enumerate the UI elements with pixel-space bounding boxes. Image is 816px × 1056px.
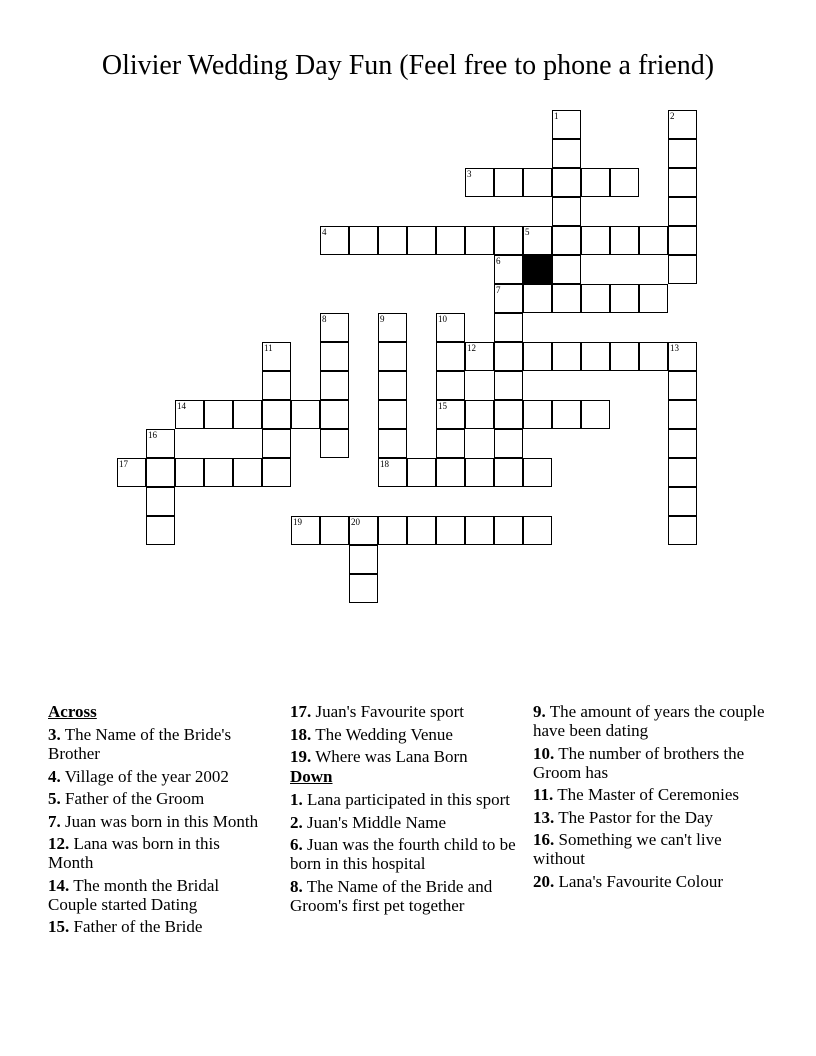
grid-cell[interactable]: [407, 516, 436, 545]
grid-cell[interactable]: [436, 371, 465, 400]
grid-cell[interactable]: [378, 400, 407, 429]
clue-number-label: 18: [380, 459, 389, 469]
grid-cell[interactable]: [523, 400, 552, 429]
grid-cell[interactable]: [378, 429, 407, 458]
clue-down-11: 11. The Master of Ceremonies: [533, 785, 740, 804]
grid-cell[interactable]: [581, 168, 610, 197]
grid-cell[interactable]: [523, 458, 552, 487]
grid-cell[interactable]: [668, 342, 697, 371]
clue-down-9: 9. The amount of years the couple have been dating: [533, 702, 765, 740]
grid-cell[interactable]: [610, 284, 639, 313]
clue-number-label: 17: [119, 459, 128, 469]
grid-cell[interactable]: [610, 168, 639, 197]
clue-across-3: 3. The Name of the Bride's Brother: [48, 725, 232, 763]
grid-cell[interactable]: [465, 458, 494, 487]
clue-number-label: 4: [322, 227, 327, 237]
down-heading: Down: [290, 767, 333, 786]
grid-cell[interactable]: [610, 226, 639, 255]
grid-cell[interactable]: [262, 429, 291, 458]
grid-cell[interactable]: [436, 516, 465, 545]
clue-across-7: 7. Juan was born in this Month: [48, 811, 259, 831]
grid-cell[interactable]: [146, 458, 175, 487]
grid-cell[interactable]: [668, 139, 697, 168]
grid-cell[interactable]: [378, 313, 407, 342]
clue-number-label: 7: [496, 285, 501, 295]
grid-cell[interactable]: [320, 400, 349, 429]
clue-number-label: 1: [554, 111, 559, 121]
grid-cell[interactable]: [146, 516, 175, 545]
grid-cell[interactable]: [494, 516, 523, 545]
grid-cell[interactable]: [552, 226, 581, 255]
grid-cell[interactable]: [552, 197, 581, 226]
grid-cell[interactable]: [668, 255, 697, 284]
grid-cell[interactable]: [581, 400, 610, 429]
grid-cell[interactable]: [465, 516, 494, 545]
clue-number-label: 5: [525, 227, 530, 237]
clue-number-label: 14: [177, 401, 186, 411]
grid-cell[interactable]: [523, 516, 552, 545]
grid-cell[interactable]: [320, 313, 349, 342]
clue-across-4: 4. Village of the year 2002: [48, 766, 229, 786]
grid-cell[interactable]: [204, 458, 233, 487]
clue-down-10: 10. The number of brothers the Groom has: [533, 743, 745, 782]
grid-cell[interactable]: [581, 226, 610, 255]
grid-cell[interactable]: [378, 516, 407, 545]
grid-cell[interactable]: [494, 313, 523, 342]
clue-number-label: 20: [351, 517, 360, 527]
grid-cell[interactable]: [320, 429, 349, 458]
clue-down-2: 2. Juan's Middle Name: [290, 812, 447, 832]
clue-across-14: 14. The month the Bridal Couple started Dating: [48, 875, 220, 914]
grid-cell[interactable]: [668, 110, 697, 139]
grid-cell[interactable]: [581, 342, 610, 371]
grid-cell[interactable]: [552, 400, 581, 429]
grid-cell[interactable]: [523, 284, 552, 313]
grid-cell[interactable]: [175, 400, 204, 429]
grid-cell[interactable]: [233, 400, 262, 429]
clue-number-label: 16: [148, 430, 157, 440]
grid-cell[interactable]: [320, 226, 349, 255]
grid-cell[interactable]: [407, 458, 436, 487]
grid-cell[interactable]: [378, 342, 407, 371]
grid-cell[interactable]: [262, 458, 291, 487]
grid-cell[interactable]: [668, 458, 697, 487]
grid-cell[interactable]: [436, 342, 465, 371]
clue-across-18: 18. The Wedding Venue: [290, 724, 453, 744]
clue-across-5: 5. Father of the Groom: [48, 789, 205, 808]
grid-cell[interactable]: [465, 168, 494, 197]
grid-cell[interactable]: [233, 458, 262, 487]
grid-cell[interactable]: [494, 168, 523, 197]
grid-cell[interactable]: [494, 371, 523, 400]
grid-cell[interactable]: [494, 342, 523, 371]
grid-cell[interactable]: [320, 342, 349, 371]
clue-across-12: 12. Lana was born in this Month: [48, 834, 220, 872]
grid-cell[interactable]: [668, 516, 697, 545]
grid-cell[interactable]: [581, 284, 610, 313]
grid-cell[interactable]: [204, 400, 233, 429]
grid-cell[interactable]: [436, 458, 465, 487]
clue-number-label: 2: [670, 111, 675, 121]
grid-cell[interactable]: [436, 313, 465, 342]
grid-cell[interactable]: [494, 400, 523, 429]
clue-across-17: 17. Juan's Favourite sport: [290, 702, 464, 721]
grid-cell[interactable]: [146, 487, 175, 516]
grid-cell[interactable]: [494, 284, 523, 313]
grid-cell[interactable]: [146, 429, 175, 458]
clue-column-3: [533, 702, 768, 894]
grid-cell[interactable]: [436, 226, 465, 255]
grid-cell[interactable]: [349, 516, 378, 545]
clue-number-label: 3: [467, 169, 472, 179]
grid-cell[interactable]: [523, 226, 552, 255]
grid-cell[interactable]: [117, 458, 146, 487]
clue-number-label: 15: [438, 401, 447, 411]
grid-cell[interactable]: [262, 400, 291, 429]
grid-cell[interactable]: [552, 110, 581, 139]
clue-down-16: 16. Something we can't live without: [533, 830, 722, 868]
clue-down-20: 20. Lana's Favourite Colour: [533, 871, 724, 891]
grid-cell[interactable]: [378, 458, 407, 487]
clue-across-15: 15. Father of the Bride: [48, 917, 203, 936]
clue-number-label: 12: [467, 343, 476, 353]
grid-cell[interactable]: [320, 516, 349, 545]
grid-cell[interactable]: [494, 255, 523, 284]
grid-cell[interactable]: [668, 226, 697, 255]
clue-down-6: 6. Juan was the fourth child to be born in this hospital: [290, 835, 516, 873]
clue-number-label: 19: [293, 517, 302, 527]
grid-cell[interactable]: [494, 226, 523, 255]
grid-cell[interactable]: [320, 371, 349, 400]
across-heading: Across: [48, 702, 97, 721]
grid-cell[interactable]: [407, 226, 436, 255]
grid-cell[interactable]: [349, 545, 378, 574]
clue-across-19: 19. Where was Lana Born: [290, 747, 468, 766]
grid-cell[interactable]: [552, 168, 581, 197]
grid-cell[interactable]: [639, 226, 668, 255]
grid-cell[interactable]: [349, 574, 378, 603]
grid-cell[interactable]: [291, 516, 320, 545]
grid-cell[interactable]: [552, 255, 581, 284]
grid-cell[interactable]: [552, 139, 581, 168]
grid-cell[interactable]: [639, 284, 668, 313]
grid-cell[interactable]: [378, 226, 407, 255]
clue-column-1: [48, 702, 268, 940]
grid-cell[interactable]: [349, 226, 378, 255]
grid-cell[interactable]: [523, 342, 552, 371]
clue-down-13: 13. The Pastor for the Day: [533, 807, 714, 827]
grid-cell[interactable]: [436, 400, 465, 429]
grid-cell[interactable]: [668, 371, 697, 400]
clue-number-label: 9: [380, 314, 385, 324]
grid-cell[interactable]: [494, 429, 523, 458]
grid-cell[interactable]: [668, 400, 697, 429]
grid-cell[interactable]: [610, 342, 639, 371]
grid-cell[interactable]: [175, 458, 204, 487]
grid-cell[interactable]: [552, 284, 581, 313]
grid-cell[interactable]: [668, 168, 697, 197]
grid-cell[interactable]: [668, 429, 697, 458]
grid-black-square: [523, 255, 552, 284]
grid-cell[interactable]: [465, 400, 494, 429]
puzzle-title: Olivier Wedding Day Fun (Feel free to phone a friend): [101, 50, 715, 81]
grid-cell[interactable]: [465, 226, 494, 255]
grid-cell[interactable]: [262, 371, 291, 400]
clue-number-label: 8: [322, 314, 327, 324]
grid-cell[interactable]: [262, 342, 291, 371]
clue-number-label: 10: [438, 314, 447, 324]
clue-number-label: 6: [496, 256, 501, 266]
clue-down-8: 8. The Name of the Bride and Groom's first pet together: [290, 876, 493, 915]
grid-cell[interactable]: [668, 197, 697, 226]
grid-cell[interactable]: [552, 342, 581, 371]
grid-cell[interactable]: [465, 342, 494, 371]
grid-cell[interactable]: [378, 371, 407, 400]
grid-cell[interactable]: [523, 168, 552, 197]
clue-number-label: 11: [264, 343, 273, 353]
clue-number-label: 13: [670, 343, 679, 353]
clue-column-2: [290, 702, 530, 918]
clue-down-1: 1. Lana participated in this sport: [290, 790, 510, 809]
grid-cell[interactable]: [668, 487, 697, 516]
grid-cell[interactable]: [494, 458, 523, 487]
grid-cell[interactable]: [639, 342, 668, 371]
grid-cell[interactable]: [436, 429, 465, 458]
grid-cell[interactable]: [291, 400, 320, 429]
